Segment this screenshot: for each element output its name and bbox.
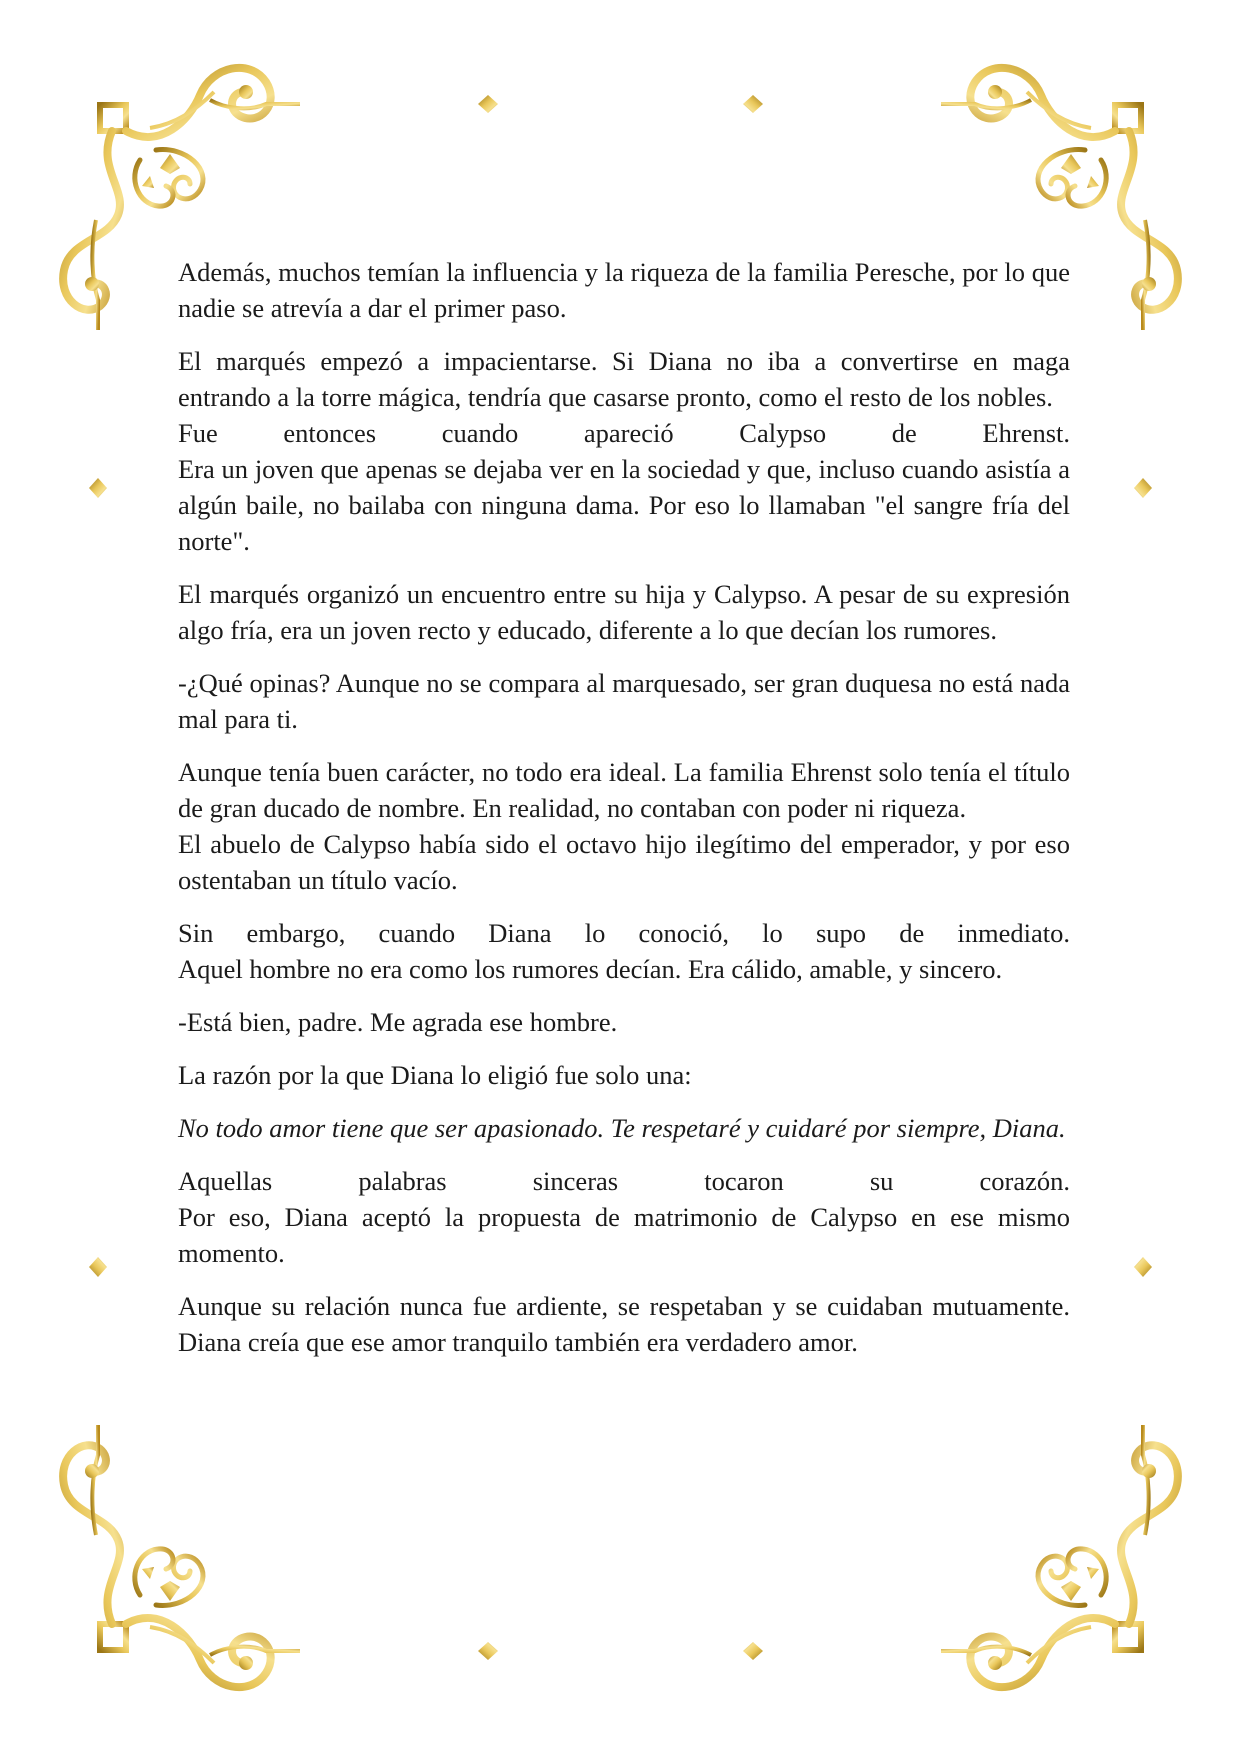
- text-line: -¿Qué opinas? Aunque no se compara al marquesado, ser gran duquesa no está nada mal para ti.: [178, 668, 1070, 734]
- text-line: La razón por la que Diana lo eligió fue solo una:: [178, 1060, 692, 1090]
- text-line: Aquel hombre no era como los rumores decían. Era cálido, amable, y sincero.: [178, 954, 1003, 984]
- text-line: Era un joven que apenas se dejaba ver en la sociedad y que, incluso cuando asistía a algún baile, no bailaba con ninguna dama. Por eso lo llamaban "el sangre fría del norte".: [178, 454, 1070, 556]
- paragraph: [178, 254, 1070, 326]
- text-line: Aunque su relación nunca fue ardiente, se respetaban y se cuidaban mutuamente. Diana creía que ese amor tranquilo también era verdadero amor.: [178, 1291, 1070, 1357]
- italic-quote: [178, 1110, 1070, 1146]
- text-line: El marqués organizó un encuentro entre su hija y Calypso. A pesar de su expresión algo fría, era un joven recto y educado, diferente a lo que decían los rumores.: [178, 579, 1070, 645]
- paragraph: [178, 1004, 1070, 1040]
- paragraph: [178, 1163, 1070, 1271]
- paragraph: [178, 754, 1070, 898]
- text-line: Aunque tenía buen carácter, no todo era ideal. La familia Ehrenst solo tenía el título de gran ducado de nombre. En realidad, no contaban con poder ni riqueza.: [178, 757, 1070, 823]
- paragraph: [178, 915, 1070, 987]
- text-line: Por eso, Diana aceptó la propuesta de matrimonio de Calypso en ese mismo momento.: [178, 1202, 1070, 1268]
- document-body: [178, 254, 1070, 1377]
- paragraph: [178, 665, 1070, 737]
- paragraph: [178, 343, 1070, 559]
- paragraph: [178, 1057, 1070, 1093]
- text-line: Fue entonces cuando apareció Calypso de Ehrenst.: [178, 418, 1070, 448]
- text-line: No todo amor tiene que ser apasionado. Te respetaré y cuidaré por siempre, Diana.: [178, 1113, 1066, 1143]
- text-line: Aquellas palabras sinceras tocaron su corazón.: [178, 1166, 1070, 1196]
- text-line: Sin embargo, cuando Diana lo conoció, lo supo de inmediato.: [178, 918, 1070, 948]
- text-line: -Está bien, padre. Me agrada ese hombre.: [178, 1007, 618, 1037]
- text-line: Además, muchos temían la influencia y la riqueza de la familia Peresche, por lo que nadie se atrevía a dar el primer paso.: [178, 257, 1070, 323]
- paragraph: [178, 576, 1070, 648]
- text-line: El marqués empezó a impacientarse. Si Diana no iba a convertirse en maga entrando a la torre mágica, tendría que casarse pronto, como el resto de los nobles.: [178, 346, 1070, 412]
- paragraph: [178, 1288, 1070, 1360]
- text-line: El abuelo de Calypso había sido el octavo hijo ilegítimo del emperador, y por eso ostentaban un título vacío.: [178, 829, 1070, 895]
